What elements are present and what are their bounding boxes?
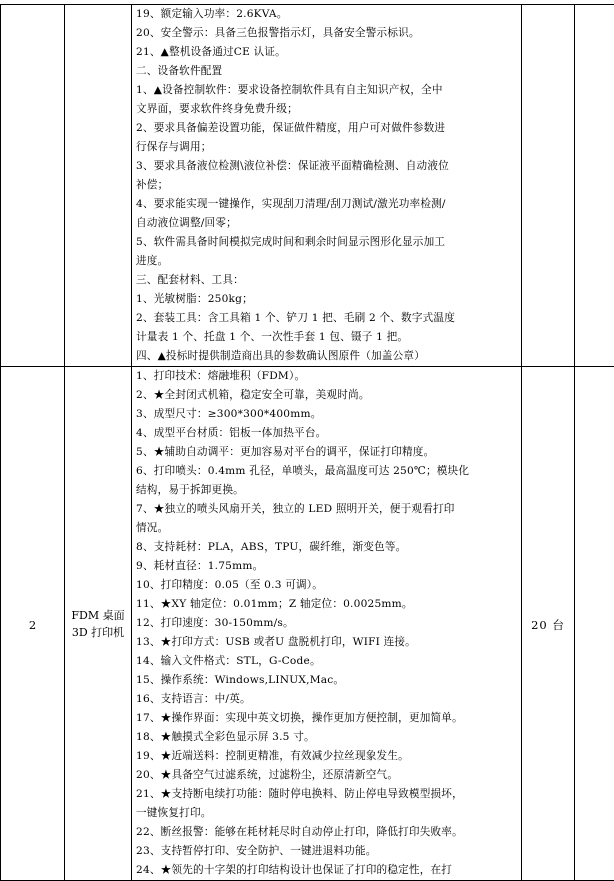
spec-line: 17、★操作界面：实现中英文切换，操作更加方便控制，更加简单。 [136,709,517,728]
table-row-2 [1,367,614,881]
spec-line: 1、打印技术：熔融堆积（FDM）。 [136,367,517,386]
specification-cell [132,5,522,367]
spec-line: 5、软件需具备时间模拟完成时间和剩余时间显示图形化显示加工 [136,233,517,252]
spec-line: 6、打印喷头：0.4mm 孔径，单喷头，最高温度可达 250℃；模块化 [136,462,517,481]
spec-line: 14、输入文件格式：STL，G-Code。 [136,652,517,671]
spec-line: 5、★辅助自动调平：更加容易对平台的调平，保证打印精度。 [136,443,517,462]
item-name-cell [65,5,132,367]
spec-line: 4、成型平台材质：铝板一体加热平台。 [136,424,517,443]
spec-line: 8、支持耗材：PLA，ABS，TPU，碳纤维，渐变色等。 [136,538,517,557]
spec-line: 进度。 [136,252,517,271]
spec-line: 15、操作系统：Windows,LINUX,Mac。 [136,671,517,690]
spec-line: 1、光敏树脂：250kg； [136,290,517,309]
item-number-cell: 2 [1,367,65,881]
spec-line: 3、成型尺寸：≥300*300*400mm。 [136,405,517,424]
spec-line: 一键恢复打印。 [136,804,517,823]
spec-line: 4、要求能实现一键操作，实现刮刀清理/刮刀测试/激光功率检测/ [136,195,517,214]
spec-line: 12、打印速度：30-150mm/s。 [136,614,517,633]
spec-line: 22、断丝报警：能够在耗材耗尽时自动停止打印，降低打印失败率。 [136,823,517,842]
remark-cell [575,5,614,367]
spec-line: 3、要求具备液位检测\液位补偿：保证液平面精确检测、自动液位 [136,157,517,176]
spec-line: 补偿； [136,176,517,195]
spec-lines [132,367,521,880]
quantity-cell: 20 台 [522,367,575,881]
item-name-cell: FDM 桌面3D 打印机 [65,367,132,881]
spec-line: 四、▲投标时提供制造商出具的参数确认图原件（加盖公章） [136,347,517,366]
procurement-spec-table [0,4,614,881]
spec-line: 9、耗材直径：1.75mm。 [136,557,517,576]
table-row-1-continued [1,5,614,367]
spec-line: 二、设备软件配置 [136,62,517,81]
spec-line: 13、★打印方式：USB 或者U 盘脱机打印，WIFI 连接。 [136,633,517,652]
spec-line: 19、★近端送料：控制更精准，有效减少拉丝现象发生。 [136,747,517,766]
spec-line: 自动液位调整/回零； [136,214,517,233]
spec-line: 21、★支持断电续打功能：随时停电换料、防止停电导致模型损坏， [136,785,517,804]
spec-line: 计量表 1 个、托盘 1 个、一次性手套 1 包、镊子 1 把。 [136,328,517,347]
spec-line: 20、★具备空气过滤系统，过滤粉尘，还原清新空气。 [136,766,517,785]
spec-line: 2、套装工具：含工具箱 1 个、铲刀 1 把、毛刷 2 个、数字式温度 [136,309,517,328]
specification-cell [132,367,522,881]
spec-line: 10、打印精度：0.05（至 0.3 可调）。 [136,576,517,595]
spec-line: 23、支持暂停打印、安全防护、一键进退料功能。 [136,842,517,861]
spec-line: 1、▲设备控制软件：要求设备控制软件具有自主知识产权，全中 [136,81,517,100]
spec-line: 三、配套材料、工具： [136,271,517,290]
spec-line: 行保存与调用； [136,138,517,157]
spec-line: 7、★独立的喷头风扇开关，独立的 LED 照明开关，便于观看打印 [136,500,517,519]
spec-line: 结构，易于拆卸更换。 [136,481,517,500]
spec-line: 11、★XY 轴定位：0.01mm；Z 轴定位：0.0025mm。 [136,595,517,614]
spec-line: 2、要求具备偏差设置功能，保证做件精度，用户可对做件参数进 [136,119,517,138]
spec-line: 19、额定输入功率：2.6KVA。 [136,5,517,24]
spec-line: 18、★触摸式全彩色显示屏 3.5 寸。 [136,728,517,747]
spec-line: 16、支持语言：中/英。 [136,690,517,709]
spec-line: 文界面，要求软件终身免费升级； [136,100,517,119]
quantity-cell [522,5,575,367]
remark-cell [575,367,614,881]
spec-lines [132,5,521,366]
spec-line: 21、▲整机设备通过CE 认证。 [136,43,517,62]
spec-line: 情况。 [136,519,517,538]
spec-line: 24、★领先的十字架的打印结构设计也保证了打印的稳定性，在打 [136,861,517,880]
spec-line: 2、★全封闭式机箱，稳定安全可靠，美观时尚。 [136,386,517,405]
spec-line: 20、安全警示：具备三色报警指示灯，具备安全警示标识。 [136,24,517,43]
item-number-cell [1,5,65,367]
